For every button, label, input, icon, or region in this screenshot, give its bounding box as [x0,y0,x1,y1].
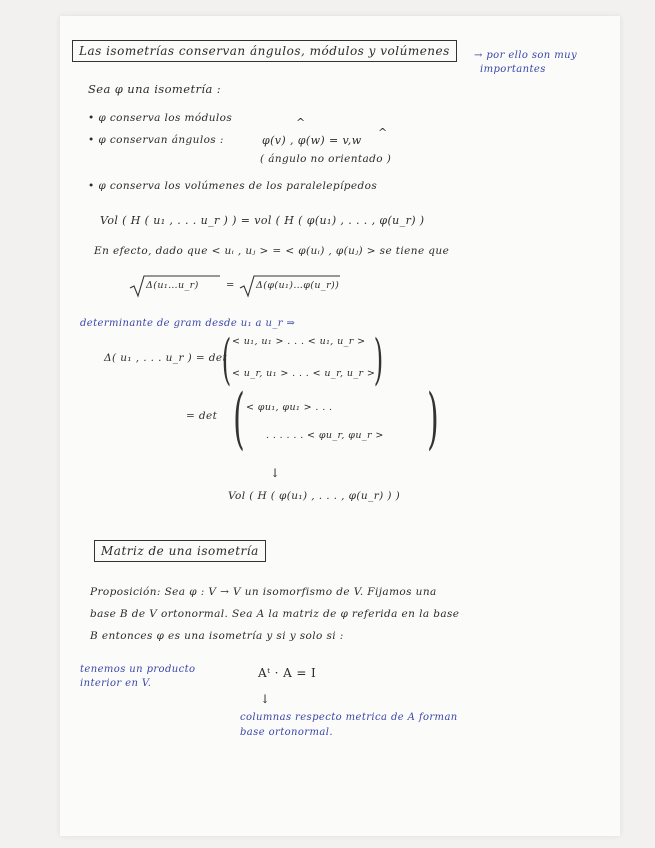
prop-line-1: Proposición: Sea φ : V → V un isomorfismo de V. Fijamos una [90,586,437,598]
bullet-volumenes: • φ conserva los volúmenes de los paralelepípedos [88,180,377,192]
delta-label: Δ( u₁ , . . . u_r ) = det [104,352,228,364]
matrix2-row2: . . . . . . < φu_r, φu_r > [266,430,384,441]
matrix2-left-paren: ( [233,380,245,457]
bullet-angulos: • φ conservan ángulos : [88,134,224,146]
matrix1-left-paren: ( [221,328,232,391]
section2-title-box [94,540,266,562]
matrix2-row1: < φu₁, φu₁ > . . . [246,402,333,413]
bullet-modulos: • φ conserva los módulos [88,112,232,124]
section-title: Las isometrías conservan ángulos, módulos y volúmenes [79,44,450,58]
prop-line-2: base B de V ortonormal. Sea A la matriz de φ referida en la base [90,608,460,620]
title-note-2: importantes [480,64,546,75]
angle-formula: φ(v) , φ(w) = v,w [262,134,362,147]
arrow-down-icon: ↓ [270,466,281,480]
formula-A: Aᵗ · A = I [258,666,317,680]
sqrt-left-term: Δ(u₁…u_r) [146,280,199,291]
conclusion-2: base ortonormal. [240,727,333,738]
vol-equation: Vol ( H ( u₁ , . . . u_r ) ) = vol ( H ( φ(u₁) , . . . , φ(u_r) ) [100,214,425,227]
sqrt-equals: = [226,280,235,291]
side-note-2: interior en V. [80,678,152,689]
title-note: → por ello son muy [474,50,577,61]
angle-hat-2: ^ [378,126,388,139]
sqrt-right-term: Δ(φ(u₁)…φ(u_r)) [256,280,340,291]
conclusion-1: columnas respecto metrica de A forman [240,712,458,723]
matrix1-right-paren: ) [373,328,384,391]
efecto-line: En efecto, dado que < uᵢ , uⱼ > = < φ(uᵢ) , φ(uⱼ) > se tiene que [94,245,450,257]
side-note-1: tenemos un producto [80,664,196,675]
intro-line: Sea φ una isometría : [88,82,222,96]
section-title-box [72,40,457,62]
matrix1-row2: < u_r, u₁ > . . . < u_r, u_r > [232,368,376,379]
section2-title: Matriz de una isometría [101,544,259,558]
angle-note: ( ángulo no orientado ) [260,153,392,165]
angle-hat-1: ^ [296,116,306,129]
matrix2-right-paren: ) [427,380,439,457]
det2-label: = det [186,410,218,422]
prop-line-3: B entonces φ es una isometría y si y solo si : [90,630,344,642]
gram-note: determinante de gram desde u₁ a u_r ⇒ [80,318,296,329]
matrix1-row1: < u₁, u₁ > . . . < u₁, u_r > [232,336,366,347]
arrow-down-icon-2: ↓ [260,692,271,706]
vol-result: Vol ( H ( φ(u₁) , . . . , φ(u_r) ) ) [228,490,401,502]
